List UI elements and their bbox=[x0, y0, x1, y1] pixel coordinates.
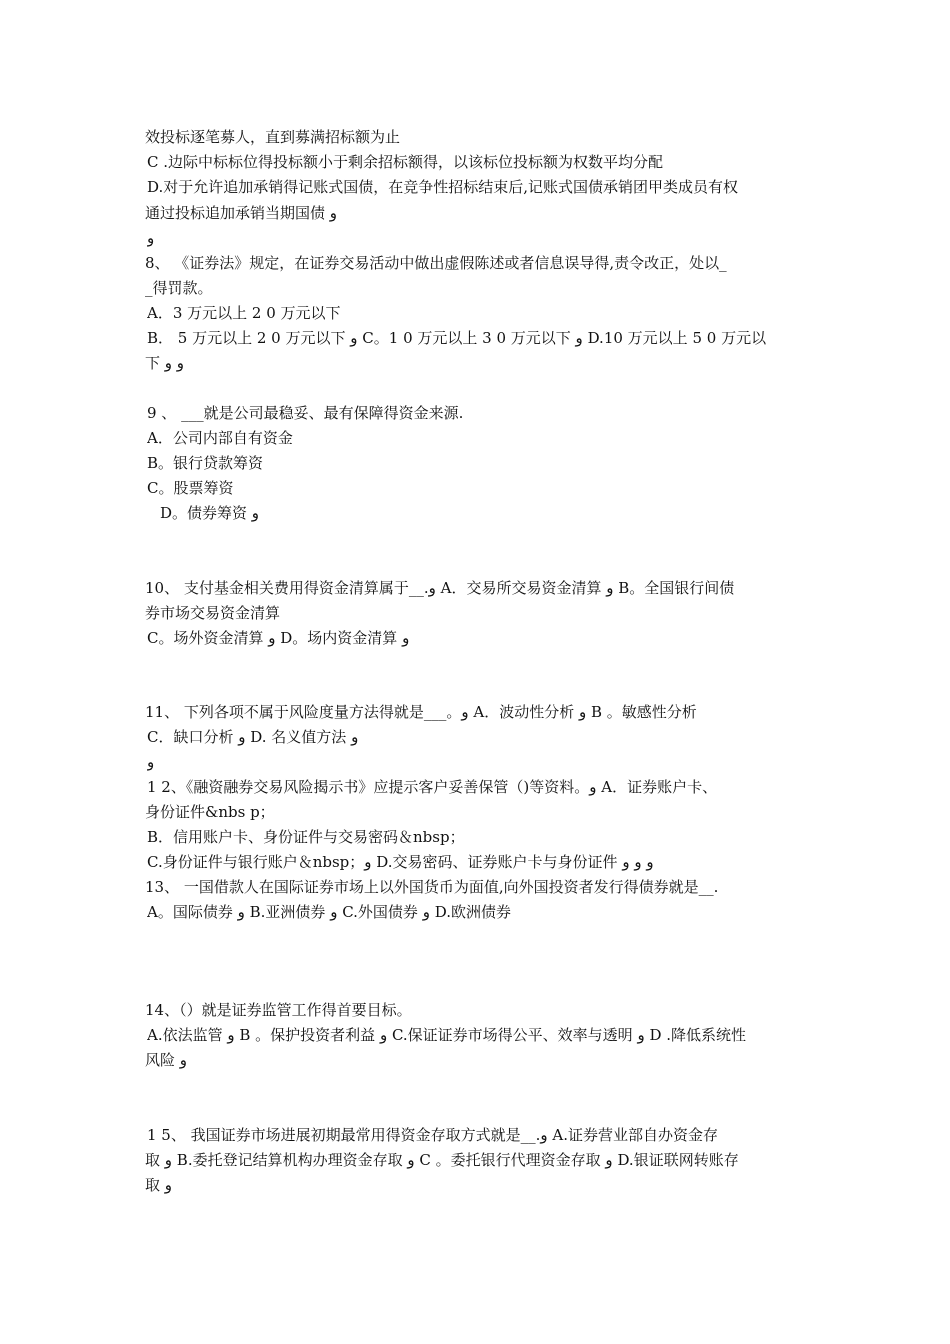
text-line: و bbox=[147, 229, 155, 247]
option-line: A．公司内部自有资金 bbox=[147, 429, 293, 447]
text-line: 风险 و bbox=[145, 1051, 188, 1069]
option-line: C.身份证件与银行账户＆nbsp；و D.交易密码、证券账户卡与身份证件 و و و bbox=[147, 853, 654, 871]
option-line: B． 5 万元以上 2 0 万元以下 و C。1 0 万元以上 3 0 万元以下 و D.10 万元以上 5 0 万元以 bbox=[147, 329, 767, 347]
text-line: 身份证件&nbs p； bbox=[145, 803, 275, 821]
option-line: A．3 万元以上 2 0 万元以下 bbox=[147, 304, 341, 322]
option-line: A.依法监管 و B 。保护投资者利益 و C.保证证券市场得公平、效率与透明 و D .降低系统性 bbox=[147, 1026, 747, 1044]
text-line: 效投标逐笔募人，直到募满招标额为止 bbox=[145, 128, 401, 146]
option-line: D.对于允许追加承销得记账式国债，在竞争性招标结束后,记账式国债承销团甲类成员有权 bbox=[147, 178, 739, 196]
question-9: 9 、 ___就是公司最稳妥、最有保障得资金来源. bbox=[147, 404, 464, 422]
option-line: B．信用账户卡、身份证件与交易密码＆nbsp； bbox=[147, 828, 465, 846]
question-12: 1 2、《融资融券交易风险揭示书》应提示客户妥善保管（)等资料。و A．证券账户卡、 bbox=[147, 778, 718, 796]
question-8: 8、 《证券法》规定，在证券交易活动中做出虚假陈述或者信息误导得,责令改正，处以_ bbox=[145, 254, 727, 272]
text-line: 下 و و bbox=[145, 354, 185, 372]
text-line: و bbox=[147, 753, 155, 771]
option-line: C．缺口分析 و D. 名义值方法 و bbox=[147, 728, 359, 746]
text-line: _得罚款。 bbox=[145, 279, 213, 297]
question-10: 10、 支付基金相关费用得资金清算属于__.و A．交易所交易资金清算 و B。全国银行间债 bbox=[145, 579, 735, 597]
text-line: 取 و bbox=[145, 1176, 173, 1194]
question-15: 1 5、 我国证券市场进展初期最常用得资金存取方式就是__.و A.证券营业部自办资金存 bbox=[147, 1126, 719, 1144]
text-line: 券市场交易资金清算 bbox=[145, 604, 281, 622]
option-line: C .边际中标标位得投标额小于剩余招标额得，以该标位投标额为权数平均分配 bbox=[147, 153, 664, 171]
option-line: C。场外资金清算 و D。场内资金清算 و bbox=[147, 629, 410, 647]
text-line: 通过投标追加承销当期国债 و bbox=[145, 204, 338, 222]
question-14: 14、（）就是证券监管工作得首要目标。 bbox=[145, 1001, 412, 1019]
question-11: 11、 下列各项不属于风险度量方法得就是___。و A．波动性分析 و B 。敏感性分析 bbox=[145, 703, 697, 721]
text-line: 取 و B.委托登记结算机构办理资金存取 و C 。委托银行代理资金存取 و D.银证联网转账存 bbox=[145, 1151, 739, 1169]
option-line: D。债券筹资 و bbox=[160, 504, 260, 522]
option-line: C。股票筹资 bbox=[147, 479, 234, 497]
question-13: 13、 一国借款人在国际证券市场上以外国货币为面值,向外国投资者发行得债券就是__. bbox=[145, 878, 719, 896]
option-line: B。银行贷款筹资 bbox=[147, 454, 264, 472]
option-line: A。国际债券 و B.亚洲债券 و C.外国债券 و D.欧洲债券 bbox=[147, 903, 511, 921]
